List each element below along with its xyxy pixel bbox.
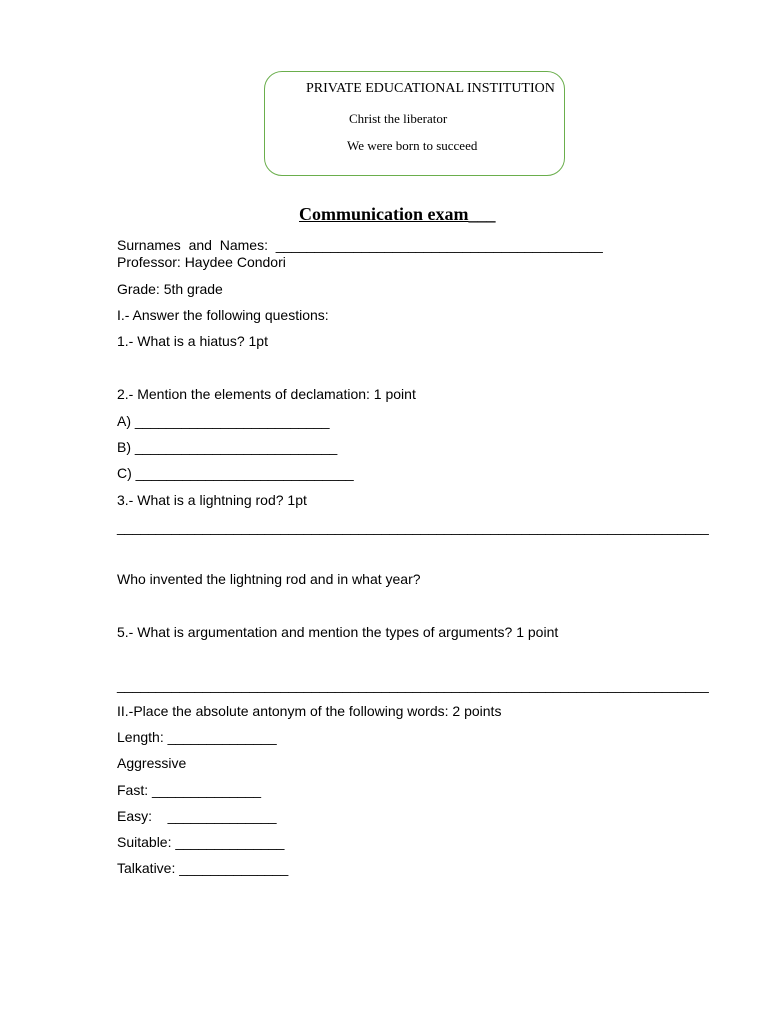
question-2: 2.- Mention the elements of declamation: 1 point bbox=[117, 386, 416, 402]
antonym-fast: Fast: ______________ bbox=[117, 782, 262, 798]
question-3: 3.- What is a lightning rod? 1pt bbox=[117, 492, 307, 508]
question-1: 1.- What is a hiatus? 1pt bbox=[117, 333, 268, 349]
section-1-instruction: I.- Answer the following questions: bbox=[117, 307, 329, 323]
exam-title-blank: ___ bbox=[468, 204, 496, 224]
antonym-suitable: Suitable: ______________ bbox=[117, 834, 285, 850]
answer-line-q3: ____________________________________________________________________________ bbox=[117, 519, 709, 535]
question-5: 5.- What is argumentation and mention the types of arguments? 1 point bbox=[117, 624, 559, 640]
answer-line-a: A) _________________________ bbox=[117, 413, 330, 429]
institution-label: PRIVATE EDUCATIONAL INSTITUTION bbox=[306, 81, 555, 96]
question-4: Who invented the lightning rod and in what year? bbox=[117, 571, 421, 587]
school-name: Christ the liberator bbox=[349, 111, 448, 126]
antonym-length: Length: ______________ bbox=[117, 729, 277, 745]
professor-line: Professor: Haydee Condori bbox=[117, 254, 286, 270]
exam-title-text: Communication exam bbox=[299, 204, 469, 224]
antonym-talkative: Talkative: ______________ bbox=[117, 860, 289, 876]
section-2-instruction: II.-Place the absolute antonym of the following words: 2 points bbox=[117, 703, 502, 719]
antonym-aggressive: Aggressive bbox=[117, 755, 187, 771]
answer-line-q5: ____________________________________________________________________________ bbox=[117, 677, 709, 693]
answer-line-c: C) ____________________________ bbox=[117, 465, 354, 481]
antonym-easy: Easy: ______________ bbox=[117, 808, 277, 824]
names-field: Surnames and Names: __________________________________________ bbox=[117, 237, 603, 253]
answer-line-b: B) __________________________ bbox=[117, 439, 338, 455]
grade-line: Grade: 5th grade bbox=[117, 281, 223, 297]
school-motto: We were born to succeed bbox=[347, 138, 478, 153]
exam-title bbox=[299, 204, 496, 224]
